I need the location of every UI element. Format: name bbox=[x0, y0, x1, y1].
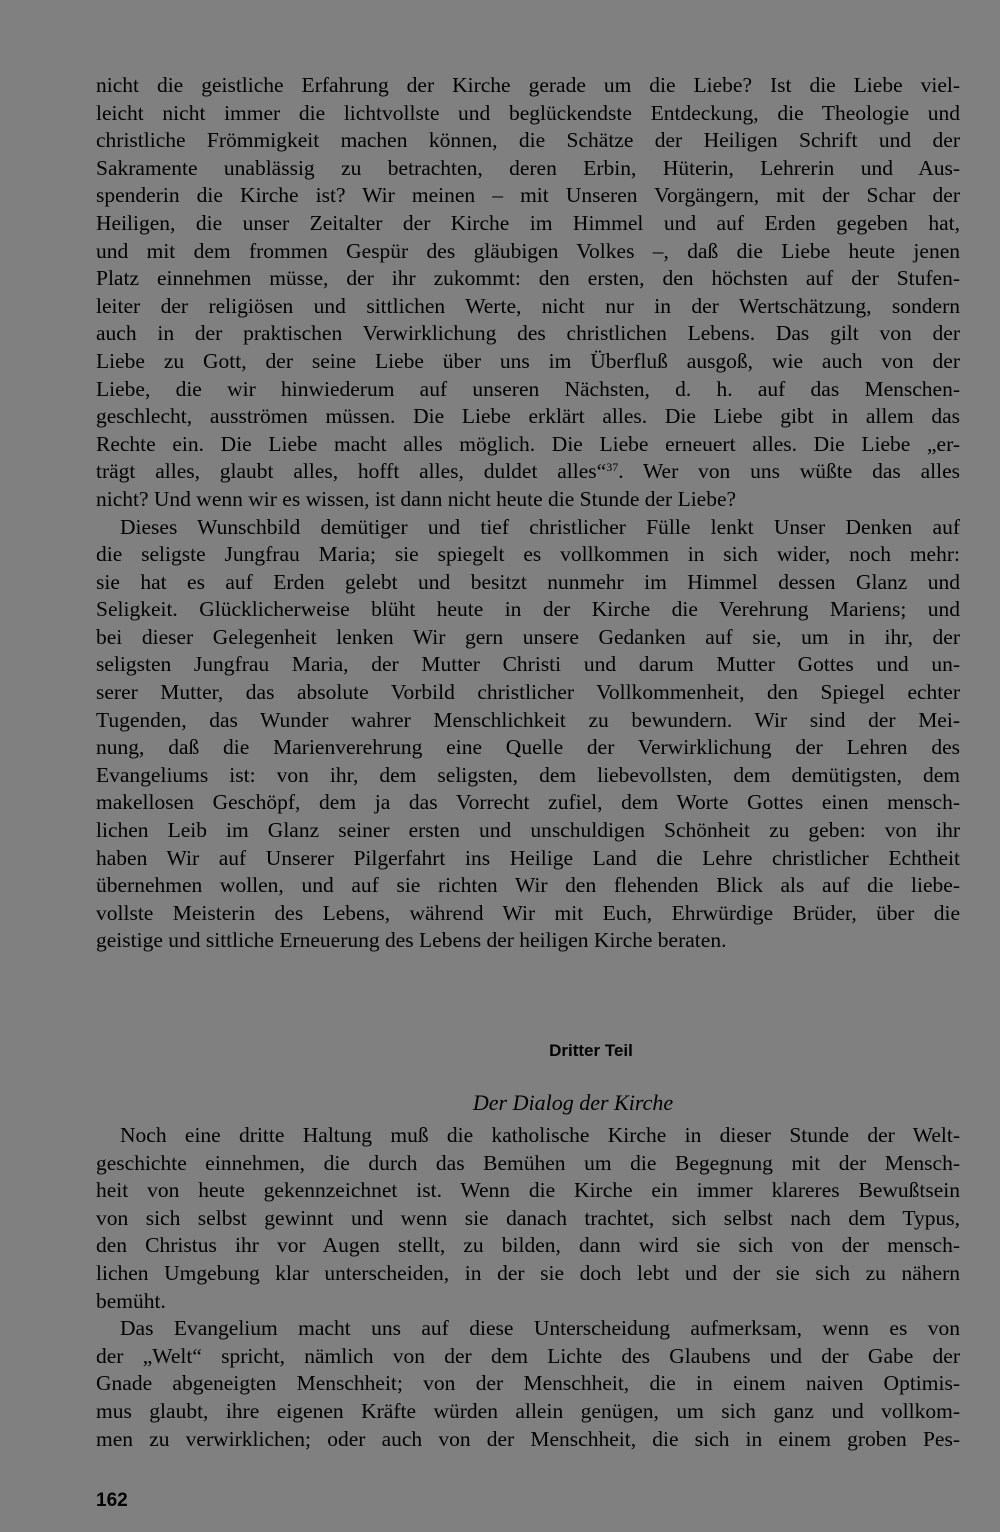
text-line: men zu verwirklichen; oder auch von der Menschheit, die sich in einem groben Pes- bbox=[96, 1426, 960, 1451]
paragraph-mary bbox=[96, 514, 960, 956]
text-line: geschichte einnehmen, die durch das Bemühen um die Begegnung mit der Mensch- bbox=[96, 1150, 960, 1175]
text-line: auch in der praktischen Verwirklichung des christlichen Lebens. Das gilt von der bbox=[96, 321, 960, 346]
text-line-with-footnote bbox=[96, 458, 960, 486]
text-line: bei dieser Gelegenheit lenken Wir gern unsere Gedanken auf sie, um in ihr, der bbox=[96, 624, 960, 649]
text-line: von sich selbst gewinnt und wenn sie danach trachtet, sich selbst nach dem Typus, bbox=[96, 1205, 960, 1230]
page-number: 162 bbox=[96, 1490, 128, 1511]
text-segment: . Wer von uns wüßte das alles bbox=[618, 459, 960, 484]
text-line: Dieses Wunschbild demütiger und tief christlicher Fülle lenkt Unser Denken auf bbox=[120, 514, 960, 539]
text-line: leicht nicht immer die lichtvollste und beglückendste Entdeckung, die Theologie und bbox=[96, 100, 960, 125]
text-line: der „Welt“ spricht, nämlich von der dem Lichte des Glaubens und der Gabe der bbox=[96, 1343, 960, 1368]
text-line: Liebe, die wir hinwiederum auf unseren Nächsten, d. h. auf das Menschen- bbox=[96, 376, 960, 401]
paragraph-third-attitude bbox=[96, 1122, 960, 1315]
text-line: lichen Umgebung klar unterscheiden, in der sie doch lebt und der sie sich zu nähern bbox=[96, 1260, 960, 1285]
text-line: Noch eine dritte Haltung muß die katholische Kirche in dieser Stunde der Welt- bbox=[120, 1123, 960, 1147]
text-line: Heiligen, die unser Zeitalter der Kirche im Himmel und auf Erden gegeben hat, bbox=[96, 210, 960, 235]
text-line: leiter der religiösen und sittlichen Werte, nicht nur in der Wertschätzung, sondern bbox=[96, 293, 960, 318]
text-line: haben Wir auf Unserer Pilgerfahrt ins Heilige Land die Lehre christlicher Echtheit bbox=[96, 845, 960, 870]
text-line: makellosen Geschöpf, dem ja das Vorrecht zufiel, dem Worte Gottes einen mensch- bbox=[96, 790, 960, 815]
text-line: den Christus ihr vor Augen stellt, zu bilden, dann wird sie sich von der mensch- bbox=[96, 1233, 960, 1258]
text-line: Liebe zu Gott, der seine Liebe über uns im Überfluß ausgoß, wie auch von der bbox=[96, 348, 960, 373]
text-line: Das Evangelium macht uns auf diese Unterscheidung aufmerksam, wenn es von bbox=[120, 1316, 960, 1341]
text-line: bemüht. bbox=[96, 1288, 166, 1313]
text-line: lichen Leib im Glanz seiner ersten und unschuldigen Schönheit zu geben: von ihr bbox=[96, 818, 960, 843]
text-line: Sakramente unablässig zu betrachten, deren Erbin, Hüterin, Lehrerin und Aus- bbox=[96, 155, 960, 180]
body-text-bottom bbox=[96, 1122, 960, 1453]
text-line: Gnade abgeneigten Menschheit; von der Menschheit, die in einem naiven Optimis- bbox=[96, 1371, 960, 1396]
text-line: nicht? Und wenn wir es wissen, ist dann nicht heute die Stunde der Liebe? bbox=[96, 486, 737, 511]
section-subtitle: Der Dialog der Kirche bbox=[472, 1090, 674, 1115]
text-line: Evangeliums ist: von ihr, dem seligsten, dem liebevollsten, dem demütigsten, dem bbox=[96, 762, 960, 787]
text-line: seligsten Jungfrau Maria, der Mutter Christi und darum Mutter Gottes und un- bbox=[96, 652, 960, 677]
text-line: Seligkeit. Glücklicherweise blüht heute in der Kirche die Verehrung Mariens; und bbox=[96, 597, 960, 622]
footnote-reference: 37 bbox=[606, 460, 619, 475]
text-line: mus glaubt, ihre eigenen Kräfte würden allein genügen, um sich ganz und vollkom- bbox=[96, 1398, 960, 1423]
text-line: und mit dem frommen Gespür des gläubigen Volkes –, daß die Liebe heute jenen bbox=[96, 238, 960, 263]
text-line: heit von heute gekennzeichnet ist. Wenn die Kirche ein immer klareres Bewußtsein bbox=[96, 1178, 960, 1203]
text-line: Tugenden, das Wunder wahrer Menschlichkeit zu bewundern. Wir sind der Mei- bbox=[96, 707, 960, 732]
text-line: geistige und sittliche Erneuerung des Lebens der heiligen Kirche beraten. bbox=[96, 928, 727, 953]
text-line: christliche Frömmigkeit machen können, die Schätze der Heiligen Schrift und der bbox=[96, 128, 960, 153]
text-line: serer Mutter, das absolute Vorbild christlicher Vollkommenheit, den Spiegel echter bbox=[96, 680, 960, 705]
text-line: spenderin die Kirche ist? Wir meinen – mit Unseren Vorgängern, mit der Schar der bbox=[96, 183, 960, 208]
text-line: vollste Meisterin des Lebens, während Wir mit Euch, Ehrwürdige Brüder, über die bbox=[96, 900, 960, 925]
text-line: Platz einnehmen müsse, der ihr zukommt: den ersten, den höchsten auf der Stufen- bbox=[96, 266, 960, 291]
text-line: Rechte ein. Die Liebe macht alles möglich. Die Liebe erneuert alles. Die Liebe „er- bbox=[96, 431, 960, 456]
text-segment: trägt alles, glaubt alles, hofft alles, duldet alles“ bbox=[96, 459, 607, 484]
body-text-top bbox=[96, 72, 960, 955]
text-line: nung, daß die Marienverehrung eine Quelle der Verwirklichung der Lehren des bbox=[96, 735, 960, 760]
section-part-title: Dritter Teil bbox=[549, 1041, 633, 1060]
text-line: die seligste Jungfrau Maria; sie spiegelt es vollkommen in sich wider, noch mehr: bbox=[96, 542, 960, 567]
paragraph-gospel bbox=[96, 1315, 960, 1453]
text-line: sie hat es auf Erden gelebt und besitzt nunmehr im Himmel dessen Glanz und bbox=[96, 569, 960, 594]
text-line: übernehmen wollen, und auf sie richten Wir den flehenden Blick als auf die liebe- bbox=[96, 873, 960, 898]
paragraph-love bbox=[96, 72, 960, 514]
text-line: nicht die geistliche Erfahrung der Kirche gerade um die Liebe? Ist die Liebe viel- bbox=[96, 73, 960, 97]
text-line: geschlecht, ausströmen müssen. Die Liebe erklärt alles. Die Liebe gibt in allem das bbox=[96, 404, 960, 429]
